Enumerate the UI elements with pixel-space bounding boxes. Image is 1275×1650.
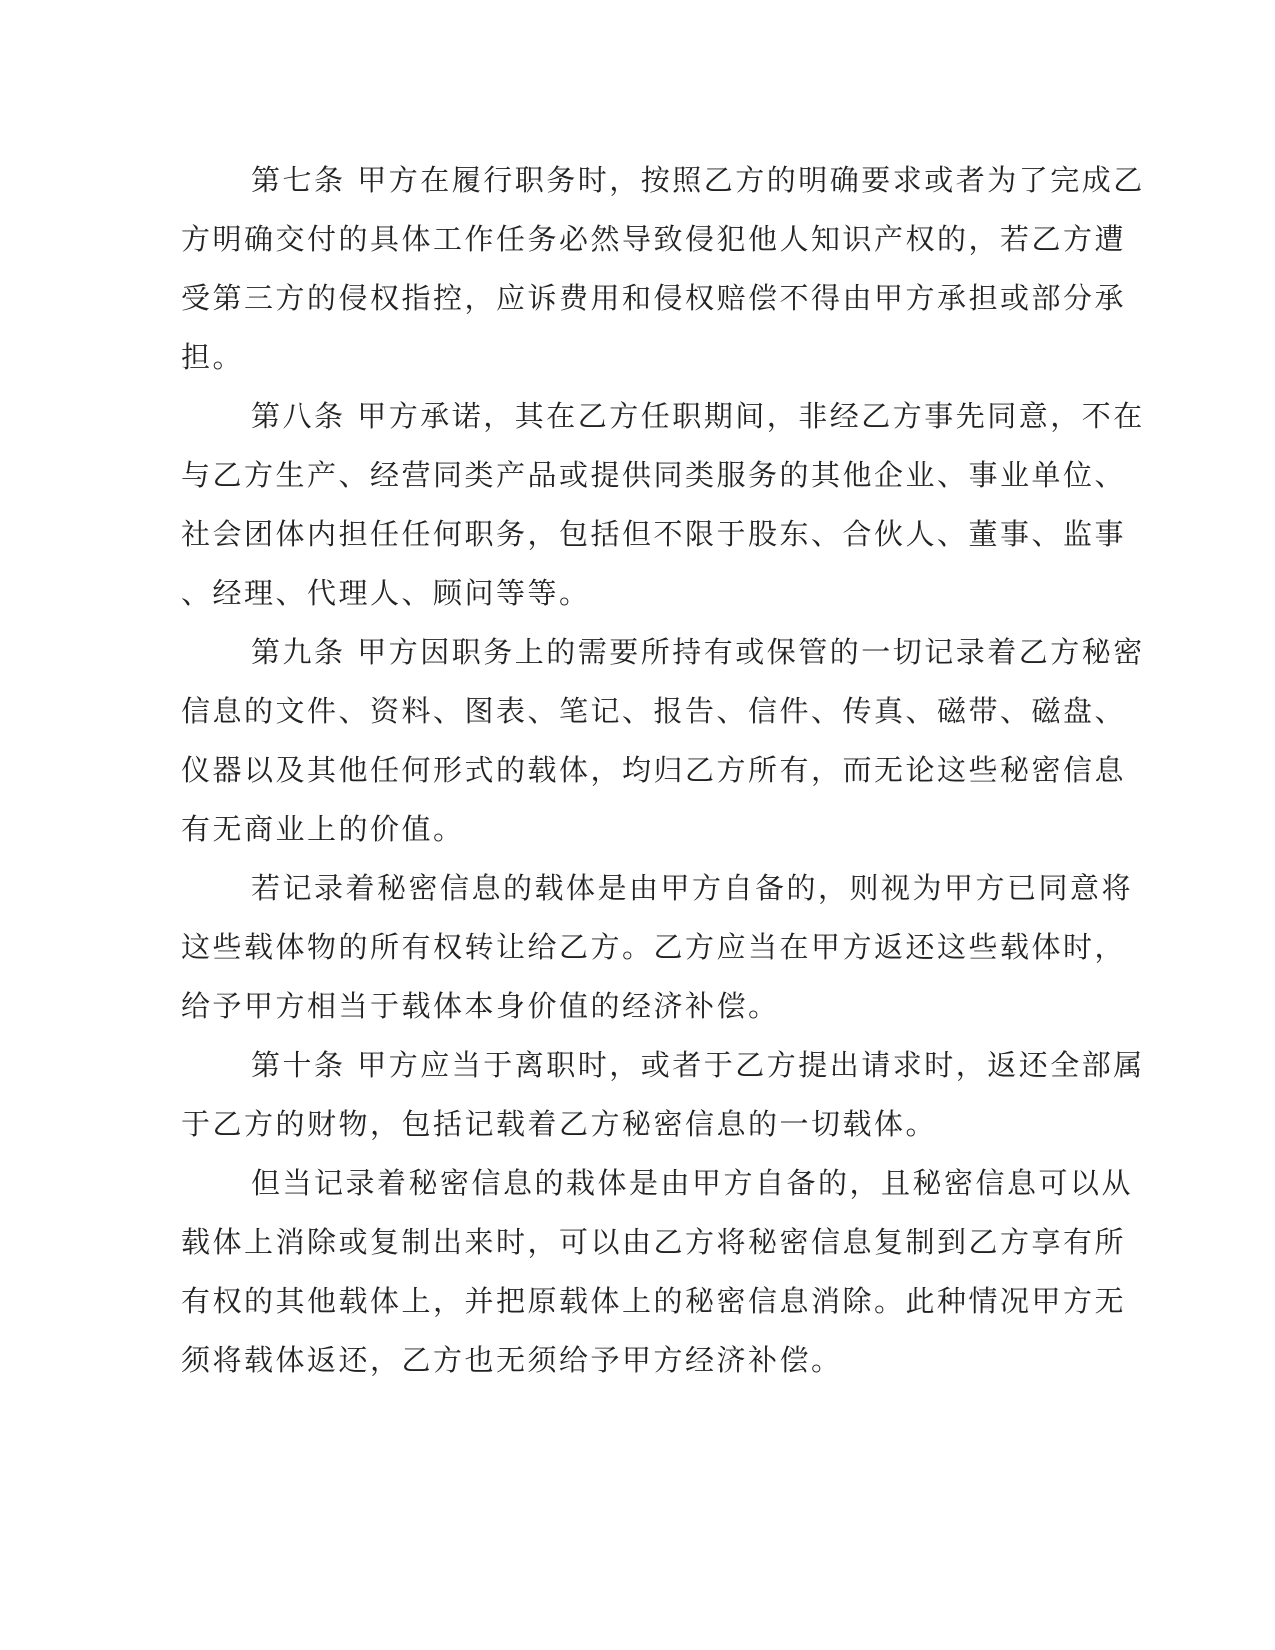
paragraph-line: 有权的其他载体上，并把原载体上的秘密信息消除。此种情况甲方无	[181, 1284, 1127, 1318]
paragraph-line: 于乙方的财物，包括记载着乙方秘密信息的一切载体。	[181, 1107, 938, 1141]
paragraph-line: 与乙方生产、经营同类产品或提供同类服务的其他企业、事业单位、	[181, 458, 1127, 492]
paragraph-line: 须将载体返还，乙方也无须给予甲方经济补偿。	[181, 1343, 843, 1377]
paragraph-line: 受第三方的侵权指控，应诉费用和侵权赔偿不得由甲方承担或部分承	[181, 281, 1127, 315]
paragraph-first-line: 第十条 甲方应当于离职时，或者于乙方提出请求时，返还全部属	[251, 1048, 1145, 1082]
paragraph-first-line: 第七条 甲方在履行职务时，按照乙方的明确要求或者为了完成乙	[251, 163, 1145, 197]
paragraph-line: 这些载体物的所有权转让给乙方。乙方应当在甲方返还这些载体时，	[181, 930, 1127, 964]
paragraph-first-line: 第八条 甲方承诺，其在乙方任职期间，非经乙方事先同意，不在	[251, 399, 1145, 433]
paragraph-line: 、经理、代理人、顾问等等。	[181, 576, 591, 610]
paragraph-first-line: 第九条 甲方因职务上的需要所持有或保管的一切记录着乙方秘密	[251, 635, 1145, 669]
paragraph-line: 载体上消除或复制出来时，可以由乙方将秘密信息复制到乙方享有所	[181, 1225, 1127, 1259]
paragraph-line: 仪器以及其他任何形式的载体，均归乙方所有，而无论这些秘密信息	[181, 753, 1127, 787]
paragraph-first-line: 若记录着秘密信息的载体是由甲方自备的，则视为甲方已同意将	[251, 871, 1134, 905]
paragraph-line: 方明确交付的具体工作任务必然导致侵犯他人知识产权的，若乙方遭	[181, 222, 1127, 256]
paragraph-line: 信息的文件、资料、图表、笔记、报告、信件、传真、磁带、磁盘、	[181, 694, 1127, 728]
paragraph-line: 有无商业上的价值。	[181, 812, 465, 846]
paragraph-line: 给予甲方相当于载体本身价值的经济补偿。	[181, 989, 780, 1023]
paragraph-first-line: 但当记录着秘密信息的栽体是由甲方自备的，且秘密信息可以从	[251, 1166, 1134, 1200]
paragraph-line: 担。	[181, 340, 245, 374]
paragraph-line: 社会团体内担任任何职务，包括但不限于股东、合伙人、董事、监事	[181, 517, 1127, 551]
